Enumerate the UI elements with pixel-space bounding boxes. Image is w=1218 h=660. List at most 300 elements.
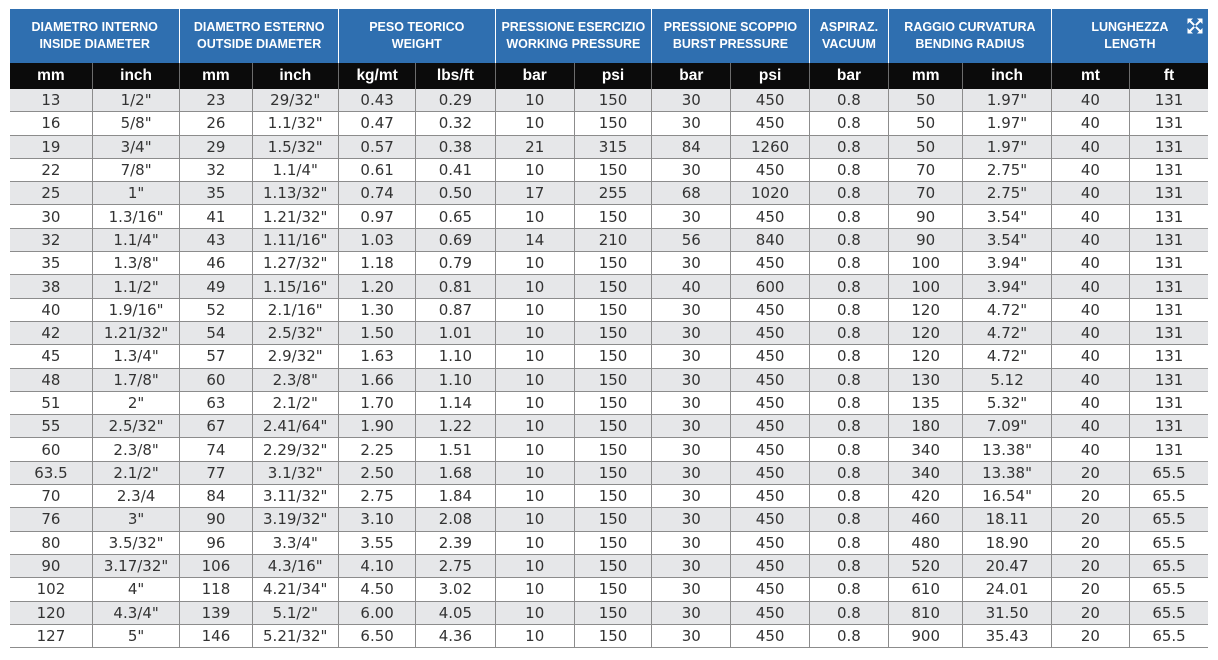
table-cell: 30 <box>652 158 731 181</box>
table-cell: 3.11/32" <box>252 485 338 508</box>
table-cell: 20 <box>1051 531 1129 554</box>
table-row <box>10 578 1208 601</box>
table-cell: 20 <box>1051 508 1129 531</box>
table-cell: 5.32" <box>963 391 1051 414</box>
table-cell: 2.41/64" <box>252 415 338 438</box>
table-cell: 1.51 <box>416 438 495 461</box>
expand-icon[interactable] <box>1186 17 1204 35</box>
table-cell: 10 <box>495 415 574 438</box>
table-cell: 130 <box>889 368 963 391</box>
table-cell: 0.8 <box>809 485 888 508</box>
table-cell: 18.90 <box>963 531 1051 554</box>
table-cell: 65.5 <box>1130 578 1208 601</box>
table-cell: 150 <box>574 158 651 181</box>
table-cell: 460 <box>889 508 963 531</box>
table-cell: 450 <box>731 485 809 508</box>
table-cell: 0.8 <box>809 531 888 554</box>
table-cell: 2.5/32" <box>252 321 338 344</box>
table-cell: 10 <box>495 321 574 344</box>
table-cell: 3.02 <box>416 578 495 601</box>
table-cell: 90 <box>10 554 92 577</box>
table-cell: 10 <box>495 275 574 298</box>
table-cell: 0.43 <box>338 89 415 112</box>
table-cell: 5.1/2" <box>252 601 338 624</box>
table-cell: 450 <box>731 205 809 228</box>
table-cell: 1.10 <box>416 368 495 391</box>
table-cell: 4.3/4" <box>92 601 179 624</box>
table-cell: 40 <box>1051 252 1129 275</box>
table-cell: 1.3/16" <box>92 205 179 228</box>
header-label: DIAMETRO INTERNO <box>31 20 158 34</box>
table-cell: 5/8" <box>92 112 179 135</box>
table-cell: 118 <box>180 578 252 601</box>
table-cell: 1.10 <box>416 345 495 368</box>
table-cell: 70 <box>889 158 963 181</box>
table-cell: 1.63 <box>338 345 415 368</box>
table-cell: 450 <box>731 415 809 438</box>
table-cell: 10 <box>495 89 574 112</box>
table-cell: 3/4" <box>92 135 179 158</box>
table-cell: 1.15/16" <box>252 275 338 298</box>
table-cell: 1.97" <box>963 135 1051 158</box>
table-cell: 10 <box>495 601 574 624</box>
table-cell: 10 <box>495 438 574 461</box>
table-cell: 70 <box>889 182 963 205</box>
header-label: LENGTH <box>1104 37 1156 51</box>
table-cell: 1.90 <box>338 415 415 438</box>
table-cell: 1.01 <box>416 321 495 344</box>
table-cell: 131 <box>1130 391 1208 414</box>
table-cell: 14 <box>495 228 574 251</box>
table-cell: 60 <box>180 368 252 391</box>
table-cell: 5.12 <box>963 368 1051 391</box>
table-cell: 20 <box>1051 624 1129 647</box>
table-cell: 1.3/8" <box>92 252 179 275</box>
table-cell: 131 <box>1130 158 1208 181</box>
table-cell: 1.22 <box>416 415 495 438</box>
table-cell: 131 <box>1130 275 1208 298</box>
table-cell: 100 <box>889 252 963 275</box>
table-cell: 1.50 <box>338 321 415 344</box>
header-label: RAGGIO CURVATURA <box>904 20 1036 34</box>
table-cell: 0.65 <box>416 205 495 228</box>
unit-row <box>10 63 1208 89</box>
table-cell: 1.70 <box>338 391 415 414</box>
table-cell: 0.8 <box>809 182 888 205</box>
table-cell: 65.5 <box>1130 554 1208 577</box>
table-cell: 10 <box>495 158 574 181</box>
unit-label: mm <box>180 63 252 89</box>
table-cell: 2.5/32" <box>92 415 179 438</box>
table-cell: 10 <box>495 205 574 228</box>
table-cell: 2.75 <box>416 554 495 577</box>
unit-label: inch <box>963 63 1051 89</box>
table-cell: 450 <box>731 321 809 344</box>
table-cell: 10 <box>495 391 574 414</box>
table-cell: 2.08 <box>416 508 495 531</box>
table-cell: 40 <box>1051 135 1129 158</box>
table-cell: 30 <box>652 531 731 554</box>
table-cell: 67 <box>180 415 252 438</box>
table-cell: 3.54" <box>963 228 1051 251</box>
table-cell: 131 <box>1130 135 1208 158</box>
unit-label: bar <box>652 63 731 89</box>
table-cell: 20.47 <box>963 554 1051 577</box>
table-cell: 2.1/2" <box>252 391 338 414</box>
unit-label: kg/mt <box>338 63 415 89</box>
table-cell: 26 <box>180 112 252 135</box>
table-cell: 1.1/2" <box>92 275 179 298</box>
table-cell: 0.8 <box>809 461 888 484</box>
table-cell: 41 <box>180 205 252 228</box>
table-cell: 100 <box>889 275 963 298</box>
table-cell: 30 <box>652 89 731 112</box>
table-cell: 120 <box>10 601 92 624</box>
table-cell: 16 <box>10 112 92 135</box>
table-cell: 18.11 <box>963 508 1051 531</box>
table-cell: 3.1/32" <box>252 461 338 484</box>
header-length <box>1051 9 1208 63</box>
table-row <box>10 252 1208 275</box>
table-cell: 63 <box>180 391 252 414</box>
table-cell: 3.55 <box>338 531 415 554</box>
table-cell: 0.79 <box>416 252 495 275</box>
table-row <box>10 158 1208 181</box>
table-cell: 450 <box>731 345 809 368</box>
table-cell: 1.9/16" <box>92 298 179 321</box>
table-cell: 0.8 <box>809 438 888 461</box>
table-cell: 0.8 <box>809 275 888 298</box>
table-cell: 0.32 <box>416 112 495 135</box>
table-cell: 1.97" <box>963 89 1051 112</box>
table-cell: 2" <box>92 391 179 414</box>
table-cell: 30 <box>652 391 731 414</box>
table-cell: 70 <box>10 485 92 508</box>
table-cell: 84 <box>180 485 252 508</box>
table-cell: 4.10 <box>338 554 415 577</box>
table-cell: 610 <box>889 578 963 601</box>
table-cell: 25 <box>10 182 92 205</box>
table-cell: 38 <box>10 275 92 298</box>
table-cell: 24.01 <box>963 578 1051 601</box>
table-cell: 40 <box>1051 205 1129 228</box>
table-cell: 29/32" <box>252 89 338 112</box>
table-cell: 4.05 <box>416 601 495 624</box>
table-cell: 35 <box>10 252 92 275</box>
table-cell: 150 <box>574 601 651 624</box>
table-cell: 65.5 <box>1130 531 1208 554</box>
table-cell: 68 <box>652 182 731 205</box>
table-cell: 0.97 <box>338 205 415 228</box>
table-cell: 4.3/16" <box>252 554 338 577</box>
table-row <box>10 601 1208 624</box>
table-cell: 40 <box>652 275 731 298</box>
table-row <box>10 345 1208 368</box>
table-cell: 0.8 <box>809 89 888 112</box>
table-cell: 0.8 <box>809 368 888 391</box>
header-vacuum <box>809 9 888 63</box>
table-cell: 1.1/4" <box>252 158 338 181</box>
table-cell: 1.11/16" <box>252 228 338 251</box>
table-cell: 2.50 <box>338 461 415 484</box>
table-cell: 2.39 <box>416 531 495 554</box>
table-cell: 420 <box>889 485 963 508</box>
table-cell: 1.5/32" <box>252 135 338 158</box>
table-cell: 0.8 <box>809 391 888 414</box>
table-cell: 40 <box>1051 391 1129 414</box>
table-cell: 150 <box>574 461 651 484</box>
table-row <box>10 461 1208 484</box>
table-cell: 0.8 <box>809 554 888 577</box>
table-cell: 13 <box>10 89 92 112</box>
table-cell: 1.97" <box>963 112 1051 135</box>
table-cell: 120 <box>889 321 963 344</box>
table-cell: 7/8" <box>92 158 179 181</box>
table-cell: 16.54" <box>963 485 1051 508</box>
table-cell: 3.17/32" <box>92 554 179 577</box>
table-cell: 1" <box>92 182 179 205</box>
table-cell: 2.75" <box>963 158 1051 181</box>
header-label: WEIGHT <box>391 37 442 51</box>
table-cell: 131 <box>1130 228 1208 251</box>
table-header <box>10 9 1208 89</box>
table-cell: 0.8 <box>809 112 888 135</box>
table-cell: 30 <box>652 368 731 391</box>
unit-label: psi <box>574 63 651 89</box>
table-cell: 10 <box>495 554 574 577</box>
table-cell: 146 <box>180 624 252 647</box>
table-cell: 10 <box>495 298 574 321</box>
table-row <box>10 321 1208 344</box>
table-cell: 131 <box>1130 112 1208 135</box>
table-row <box>10 89 1208 112</box>
table-cell: 1.18 <box>338 252 415 275</box>
table-row <box>10 298 1208 321</box>
table-cell: 0.8 <box>809 508 888 531</box>
table-cell: 21 <box>495 135 574 158</box>
table-cell: 13.38" <box>963 461 1051 484</box>
table-cell: 131 <box>1130 252 1208 275</box>
table-cell: 150 <box>574 578 651 601</box>
table-cell: 1.84 <box>416 485 495 508</box>
table-cell: 45 <box>10 345 92 368</box>
table-cell: 10 <box>495 112 574 135</box>
table-cell: 3.19/32" <box>252 508 338 531</box>
table-cell: 65.5 <box>1130 624 1208 647</box>
table-cell: 0.38 <box>416 135 495 158</box>
table-cell: 4.72" <box>963 345 1051 368</box>
table-cell: 131 <box>1130 298 1208 321</box>
table-cell: 150 <box>574 508 651 531</box>
table-cell: 10 <box>495 252 574 275</box>
table-cell: 30 <box>652 252 731 275</box>
table-cell: 22 <box>10 158 92 181</box>
header-outside-diameter <box>180 9 339 63</box>
table-cell: 5.21/32" <box>252 624 338 647</box>
table-cell: 2.29/32" <box>252 438 338 461</box>
table-cell: 3.3/4" <box>252 531 338 554</box>
table-cell: 150 <box>574 624 651 647</box>
table-cell: 2.3/8" <box>252 368 338 391</box>
table-cell: 50 <box>889 135 963 158</box>
table-cell: 40 <box>1051 275 1129 298</box>
table-cell: 315 <box>574 135 651 158</box>
table-cell: 65.5 <box>1130 508 1208 531</box>
header-group-row <box>10 9 1208 63</box>
table-cell: 255 <box>574 182 651 205</box>
table-cell: 30 <box>652 554 731 577</box>
table-row <box>10 368 1208 391</box>
table-cell: 150 <box>574 415 651 438</box>
table-cell: 6.50 <box>338 624 415 647</box>
table-cell: 131 <box>1130 345 1208 368</box>
unit-label: mt <box>1051 63 1129 89</box>
table-cell: 131 <box>1130 368 1208 391</box>
table-cell: 42 <box>10 321 92 344</box>
table-cell: 450 <box>731 508 809 531</box>
table-cell: 450 <box>731 252 809 275</box>
table-cell: 84 <box>652 135 731 158</box>
table-cell: 450 <box>731 112 809 135</box>
table-cell: 23 <box>180 89 252 112</box>
table-cell: 77 <box>180 461 252 484</box>
table-cell: 450 <box>731 438 809 461</box>
table-cell: 0.8 <box>809 228 888 251</box>
table-cell: 0.61 <box>338 158 415 181</box>
table-cell: 0.74 <box>338 182 415 205</box>
table-cell: 30 <box>652 624 731 647</box>
table-cell: 30 <box>652 345 731 368</box>
header-label: VACUUM <box>821 37 876 51</box>
table-cell: 450 <box>731 89 809 112</box>
table-cell: 1/2" <box>92 89 179 112</box>
table-cell: 1260 <box>731 135 809 158</box>
table-cell: 46 <box>180 252 252 275</box>
table-cell: 1.1/4" <box>92 228 179 251</box>
table-row <box>10 228 1208 251</box>
table-cell: 0.8 <box>809 415 888 438</box>
table-cell: 3.94" <box>963 275 1051 298</box>
table-cell: 2.1/2" <box>92 461 179 484</box>
table-cell: 0.29 <box>416 89 495 112</box>
table-cell: 40 <box>1051 112 1129 135</box>
table-cell: 102 <box>10 578 92 601</box>
header-burst-pressure <box>652 9 810 63</box>
table-cell: 30 <box>652 112 731 135</box>
table-cell: 2.75" <box>963 182 1051 205</box>
table-cell: 60 <box>10 438 92 461</box>
header-label: BURST PRESSURE <box>672 37 789 51</box>
hose-spec-table <box>10 9 1208 648</box>
table-cell: 3.94" <box>963 252 1051 275</box>
table-cell: 1.20 <box>338 275 415 298</box>
table-cell: 0.8 <box>809 578 888 601</box>
table-cell: 65.5 <box>1130 461 1208 484</box>
table-cell: 10 <box>495 485 574 508</box>
table-row <box>10 531 1208 554</box>
table-cell: 90 <box>180 508 252 531</box>
table-cell: 96 <box>180 531 252 554</box>
table-cell: 131 <box>1130 415 1208 438</box>
table-cell: 127 <box>10 624 92 647</box>
table-row <box>10 275 1208 298</box>
table-cell: 4.21/34" <box>252 578 338 601</box>
table-cell: 4.72" <box>963 298 1051 321</box>
table-body <box>10 89 1208 648</box>
table-cell: 1.68 <box>416 461 495 484</box>
table-cell: 10 <box>495 624 574 647</box>
table-cell: 150 <box>574 252 651 275</box>
table-cell: 65.5 <box>1130 601 1208 624</box>
table-cell: 0.50 <box>416 182 495 205</box>
table-cell: 40 <box>1051 321 1129 344</box>
table-cell: 2.3/8" <box>92 438 179 461</box>
header-label: DIAMETRO ESTERNO <box>193 20 325 34</box>
unit-label: mm <box>889 63 963 89</box>
table-cell: 135 <box>889 391 963 414</box>
table-cell: 0.8 <box>809 298 888 321</box>
table-cell: 450 <box>731 158 809 181</box>
table-cell: 40 <box>10 298 92 321</box>
table-cell: 54 <box>180 321 252 344</box>
table-cell: 450 <box>731 391 809 414</box>
table-row <box>10 624 1208 647</box>
table-cell: 40 <box>1051 158 1129 181</box>
table-cell: 50 <box>889 112 963 135</box>
table-cell: 150 <box>574 554 651 577</box>
table-cell: 1.27/32" <box>252 252 338 275</box>
table-cell: 40 <box>1051 89 1129 112</box>
header-label: ASPIRAZ. <box>819 20 879 34</box>
table-cell: 1.03 <box>338 228 415 251</box>
table-cell: 74 <box>180 438 252 461</box>
table-cell: 30 <box>652 508 731 531</box>
table-cell: 0.8 <box>809 321 888 344</box>
table-cell: 150 <box>574 438 651 461</box>
table-cell: 4.72" <box>963 321 1051 344</box>
table-cell: 40 <box>1051 298 1129 321</box>
unit-label: psi <box>731 63 809 89</box>
table-row <box>10 508 1208 531</box>
table-cell: 4.36 <box>416 624 495 647</box>
table-cell: 2.75 <box>338 485 415 508</box>
table-cell: 450 <box>731 578 809 601</box>
table-cell: 31.50 <box>963 601 1051 624</box>
table-cell: 450 <box>731 554 809 577</box>
table-cell: 0.81 <box>416 275 495 298</box>
table-cell: 56 <box>652 228 731 251</box>
header-label: LUNGHEZZA <box>1091 20 1169 34</box>
table-cell: 32 <box>10 228 92 251</box>
table-cell: 30 <box>652 298 731 321</box>
table-cell: 7.09" <box>963 415 1051 438</box>
table-cell: 30 <box>652 415 731 438</box>
table-cell: 150 <box>574 531 651 554</box>
table-cell: 450 <box>731 368 809 391</box>
table-cell: 30 <box>652 601 731 624</box>
header-label: INSIDE DIAMETER <box>39 37 150 51</box>
table-cell: 1.3/4" <box>92 345 179 368</box>
table-cell: 40 <box>1051 368 1129 391</box>
table-cell: 520 <box>889 554 963 577</box>
table-cell: 1.7/8" <box>92 368 179 391</box>
table-cell: 32 <box>180 158 252 181</box>
table-cell: 2.9/32" <box>252 345 338 368</box>
table-cell: 0.41 <box>416 158 495 181</box>
table-cell: 80 <box>10 531 92 554</box>
table-cell: 13.38" <box>963 438 1051 461</box>
table-cell: 10 <box>495 368 574 391</box>
